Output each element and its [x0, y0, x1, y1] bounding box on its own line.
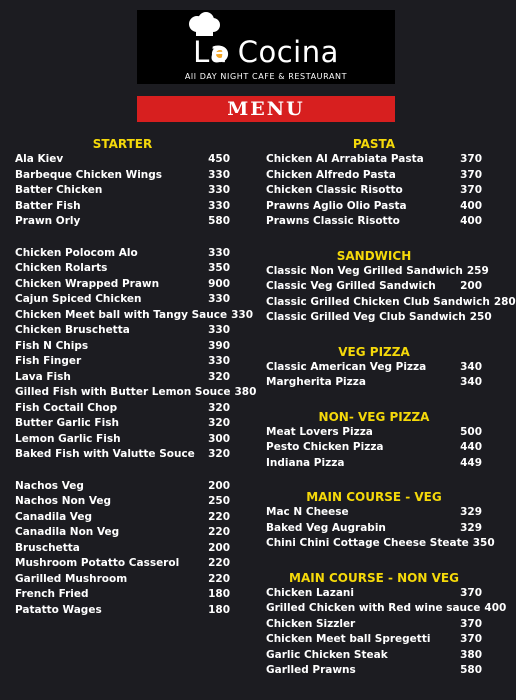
- menu-item: [266, 425, 482, 441]
- menu-item-name: Baked Veg Augrabin: [266, 521, 386, 534]
- menu-item-price: 580: [460, 664, 482, 676]
- menu-item: [15, 183, 230, 199]
- menu-item-price: 220: [208, 557, 230, 569]
- menu-item: [266, 632, 482, 648]
- menu-item-name: Butter Garlic Fish: [15, 417, 119, 429]
- menu-item: [15, 603, 230, 619]
- main-nonveg-list: [266, 586, 507, 679]
- menu-item-price: 320: [208, 417, 230, 429]
- menu-item-price: 380: [234, 386, 257, 398]
- menu-item-name: Prawns Aglio Olio Pasta: [266, 199, 407, 212]
- menu-item: [266, 375, 482, 391]
- menu-item: [266, 295, 516, 311]
- menu-item: [15, 541, 230, 557]
- logo: [137, 10, 395, 84]
- menu-item-price: 329: [460, 506, 482, 518]
- menu-item-name: Chicken Sizzler: [266, 617, 356, 630]
- menu-item: [15, 261, 230, 277]
- menu-item: [15, 277, 230, 293]
- menu-item: [266, 214, 482, 230]
- menu-item: [266, 663, 482, 679]
- menu-item-name: Prawn Orly: [15, 215, 81, 227]
- nonveg-pizza-list: [266, 425, 482, 472]
- menu-item-price: 400: [460, 199, 482, 212]
- menu-item-name: Barbeque Chicken Wings: [15, 168, 163, 181]
- menu-item-name: Indiana Pizza: [266, 456, 345, 469]
- menu-item-name: Bruschetta: [15, 541, 80, 554]
- menu-item-name: Classic American Veg Pizza: [266, 360, 427, 373]
- menu-item-name: Chicken Rolarts: [15, 262, 108, 274]
- menu-item-price: 400: [460, 215, 482, 227]
- menu-item: [15, 556, 230, 572]
- menu-item-price: 330: [208, 324, 230, 336]
- starter-group-1: [15, 152, 230, 230]
- menu-item-name: Chicken Lazani: [266, 586, 355, 599]
- menu-item-name: Lava Fish: [15, 370, 71, 383]
- menu-item: [266, 279, 482, 295]
- section-title-starter: STARTER: [92, 137, 153, 151]
- menu-item-price: 380: [460, 648, 482, 661]
- section-title-main-nonveg: MAIN COURSE - NON VEG: [289, 570, 459, 585]
- menu-item-price: 390: [208, 339, 230, 352]
- menu-item: [266, 183, 482, 199]
- menu-item-name: Chicken Meet ball with Tangy Sauce: [15, 308, 228, 321]
- menu-item-price: 330: [231, 308, 254, 321]
- menu-item-price: 330: [208, 168, 230, 181]
- menu-item: [15, 494, 230, 510]
- menu-item-name: Fish Coctail Chop: [15, 401, 118, 414]
- menu-item: [266, 199, 482, 215]
- pasta-list: [266, 152, 482, 230]
- menu-item-price: 330: [208, 184, 230, 196]
- menu-item-price: 320: [208, 448, 230, 460]
- menu-item-price: 340: [460, 376, 482, 388]
- menu-item-name: Gilled Fish with Butter Lemon Souce: [15, 386, 231, 398]
- menu-item-price: 329: [460, 521, 482, 534]
- menu-item: [15, 246, 230, 262]
- menu-item: [266, 456, 482, 472]
- menu-item: [266, 264, 489, 280]
- menu-item-price: 370: [460, 168, 482, 181]
- menu-item: [15, 479, 230, 495]
- menu-item: [15, 447, 230, 463]
- menu-item: [15, 168, 230, 184]
- menu-item-price: 350: [208, 262, 230, 274]
- section-title-main-veg: MAIN COURSE - VEG: [306, 490, 442, 504]
- menu-item-price: 400: [484, 602, 507, 614]
- brand-tagline: All DAY NIGHT CAFE & RESTAURANT: [184, 72, 348, 81]
- menu-item-name: Chicken Polocom Alo: [15, 246, 138, 259]
- menu-item-name: Canadila Veg: [15, 510, 92, 523]
- menu-item: [266, 168, 482, 184]
- menu-item-name: Chicken Al Arrabiata Pasta: [266, 153, 424, 165]
- menu-item-price: 500: [460, 425, 482, 438]
- menu-item-price: 580: [208, 215, 230, 227]
- right-column: [266, 136, 516, 679]
- menu-item-name: Mushroom Potatto Casserol: [15, 557, 180, 569]
- starter-group-2: [15, 246, 257, 463]
- menu-item: [15, 214, 230, 230]
- menu-banner: MENU: [137, 96, 395, 122]
- menu-item: [266, 440, 482, 456]
- menu-item-name: Garlic Chicken Steak: [266, 648, 388, 661]
- menu-item-name: Nachos Non Veg: [15, 495, 112, 507]
- menu-item-price: 300: [208, 432, 230, 445]
- menu-item-price: 370: [460, 633, 482, 645]
- menu-item-price: 200: [208, 541, 230, 554]
- menu-item: [15, 323, 230, 339]
- section-title-veg-pizza: VEG PIZZA: [338, 344, 410, 359]
- menu-item-name: Lemon Garlic Fish: [15, 432, 121, 445]
- menu-item-name: Classic Grilled Veg Club Sandwich: [266, 311, 466, 323]
- menu-item: [266, 586, 482, 602]
- menu-item: [15, 199, 230, 215]
- menu-item-price: 449: [460, 456, 482, 469]
- menu-item-price: 450: [208, 153, 230, 165]
- menu-item-price: 330: [208, 199, 230, 212]
- menu-item-price: 370: [460, 184, 482, 196]
- menu-item-price: 320: [208, 401, 230, 414]
- menu-item-name: Chicken Wrapped Prawn: [15, 277, 160, 290]
- menu-item: [266, 152, 482, 168]
- menu-item: [15, 510, 230, 526]
- menu-item: [15, 292, 230, 308]
- menu-item-price: 180: [208, 603, 230, 616]
- menu-item: [15, 385, 257, 401]
- menu-item-name: Mac N Cheese: [266, 506, 349, 518]
- menu-item-price: 330: [208, 293, 230, 305]
- menu-item-price: 220: [208, 510, 230, 523]
- brand-name: La Cocina: [193, 35, 339, 69]
- menu-item-price: 180: [208, 588, 230, 600]
- menu-item: [15, 354, 230, 370]
- menu-item: [266, 360, 482, 376]
- menu-item: [15, 572, 230, 588]
- menu-item: [15, 152, 230, 168]
- menu-item-price: 900: [208, 277, 230, 290]
- menu-item-name: French Fried: [15, 588, 89, 600]
- menu-item-name: Cajun Spiced Chicken: [15, 293, 142, 305]
- menu-item-price: 200: [208, 479, 230, 492]
- menu-item-name: Chicken Meet ball Spregetti: [266, 633, 431, 645]
- menu-item-name: Pesto Chicken Pizza: [266, 441, 384, 453]
- menu-item: [15, 339, 230, 355]
- sandwich-list: [266, 264, 516, 326]
- menu-item: [266, 536, 495, 552]
- menu-item-name: Nachos Veg: [15, 479, 84, 492]
- menu-item-price: 370: [460, 153, 482, 165]
- menu-item-price: 200: [460, 280, 482, 292]
- menu-item: [266, 310, 492, 326]
- left-column: [15, 136, 257, 618]
- menu-item-name: Batter Fish: [15, 199, 81, 212]
- menu-item-name: Classic Veg Grilled Sandwich: [266, 280, 436, 292]
- menu-item: [15, 401, 230, 417]
- menu-item-price: 370: [460, 617, 482, 630]
- main-veg-list: [266, 505, 495, 552]
- menu-item-name: Canadila Non Veg: [15, 526, 120, 538]
- menu-item-name: Meat Lovers Pizza: [266, 425, 373, 438]
- menu-item-name: Batter Chicken: [15, 184, 103, 196]
- menu-item: [15, 432, 230, 448]
- menu-item-name: Chini Chini Cottage Cheese Steate: [266, 537, 469, 549]
- menu-item-name: Fish Finger: [15, 355, 82, 367]
- menu-item-name: Classic Grilled Chicken Club Sandwich: [266, 295, 490, 308]
- menu-item-price: 320: [208, 370, 230, 383]
- menu-item-name: Fish N Chips: [15, 339, 89, 352]
- menu-item: [15, 370, 230, 386]
- menu-item-price: 250: [208, 495, 230, 507]
- menu-item: [15, 308, 254, 324]
- menu-item: [15, 525, 230, 541]
- menu-item-name: Grilled Chicken with Red wine sauce: [266, 602, 481, 614]
- menu-item: [15, 587, 230, 603]
- menu-item-price: 330: [208, 246, 230, 259]
- menu-item-price: 220: [208, 572, 230, 585]
- menu-item: [15, 416, 230, 432]
- menu-item-price: 440: [460, 441, 482, 453]
- menu-item-price: 220: [208, 526, 230, 538]
- starter-group-3: [15, 479, 230, 619]
- menu-item-name: Garilled Mushroom: [15, 572, 128, 585]
- section-title-sandwich: SANDWICH: [336, 248, 412, 263]
- menu-item-name: Chicken Bruschetta: [15, 324, 130, 336]
- menu-item-name: Prawns Classic Risotto: [266, 215, 400, 227]
- menu-item-price: 250: [469, 311, 492, 323]
- menu-item-price: 340: [460, 360, 482, 373]
- menu-item-price: 370: [460, 586, 482, 599]
- menu-item: [266, 521, 482, 537]
- menu-item: [266, 505, 482, 521]
- menu-item-name: Ala Kiev: [15, 153, 64, 165]
- menu-item-name: Margherita Pizza: [266, 376, 366, 388]
- menu-item: [266, 601, 507, 617]
- menu-item-name: Chicken Alfredo Pasta: [266, 168, 396, 181]
- menu-item: [266, 617, 482, 633]
- menu-item-name: Garlled Prawns: [266, 664, 356, 676]
- menu-item-name: Chicken Classic Risotto: [266, 184, 403, 196]
- menu-item-name: Baked Fish with Valutte Souce: [15, 448, 195, 460]
- menu-item-price: 330: [208, 355, 230, 367]
- menu-item-price: 280: [493, 295, 516, 308]
- menu-item-price: 350: [472, 537, 495, 549]
- menu-item-price: 259: [466, 264, 489, 277]
- menu-item-name: Patatto Wages: [15, 603, 102, 616]
- menu-item-name: Classic Non Veg Grilled Sandwich: [266, 264, 463, 277]
- section-title-nonveg-pizza: NON- VEG PIZZA: [318, 409, 430, 424]
- menu-item: [266, 648, 482, 664]
- section-title-pasta: PASTA: [352, 137, 396, 151]
- veg-pizza-list: [266, 360, 482, 391]
